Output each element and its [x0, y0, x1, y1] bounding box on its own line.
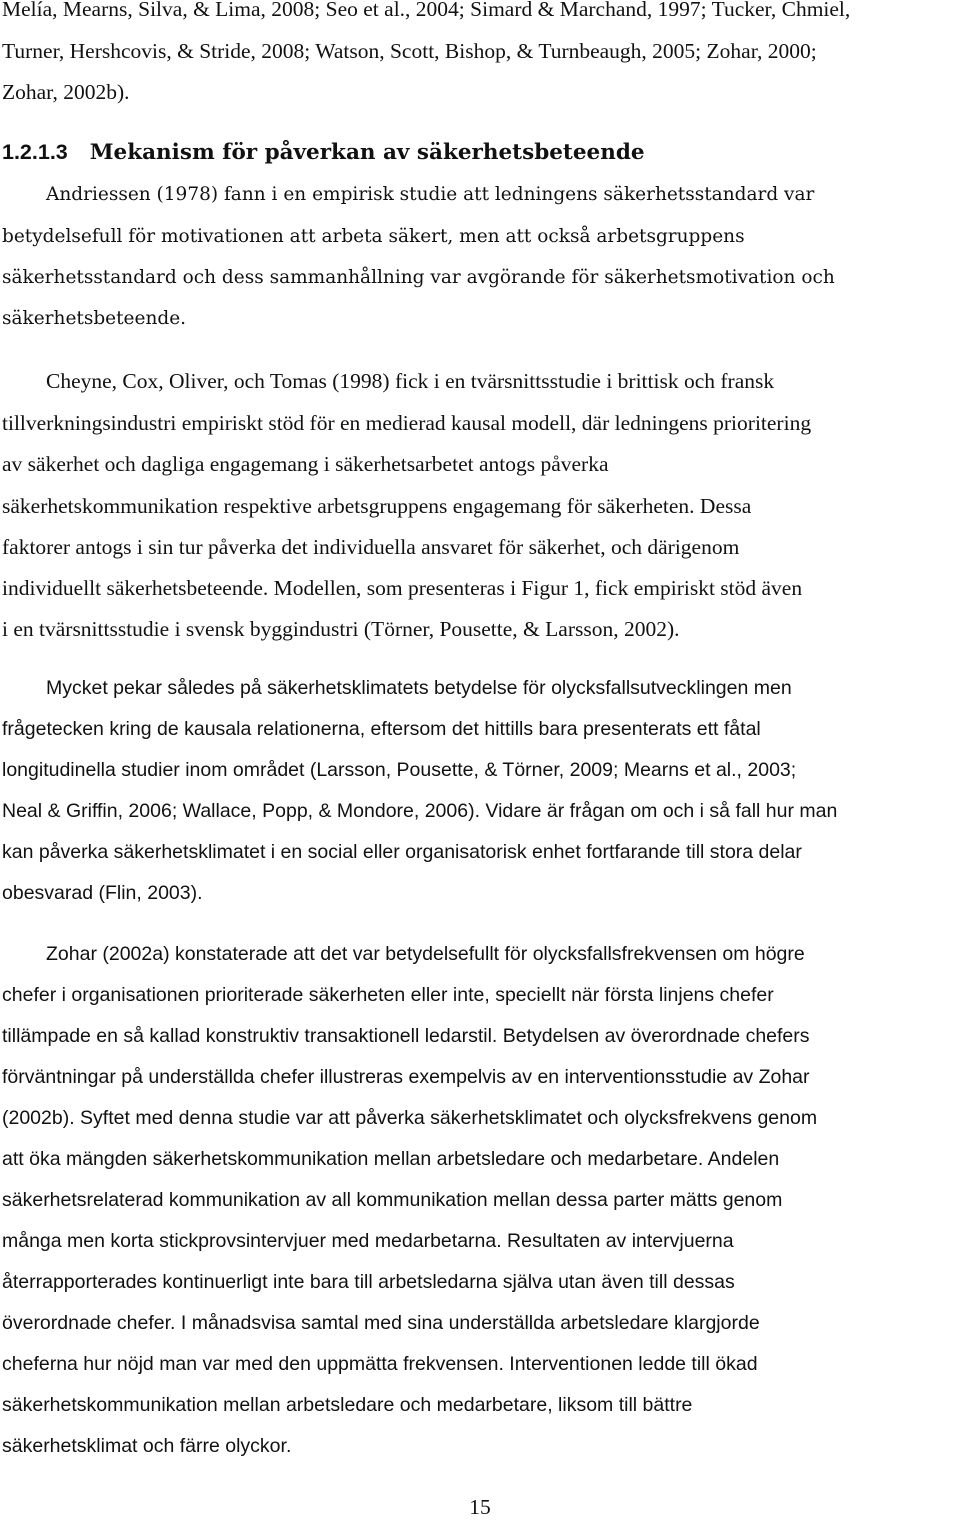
- paragraph-line: cheferna hur nöjd man var med den uppmätta frekvensen. Interventionen ledde till ökad: [2, 1353, 758, 1375]
- intro-line: Melía, Mearns, Silva, & Lima, 2008; Seo et al., 2004; Simard & Marchand, 1997; Tucker, Chmiel,: [2, 0, 851, 21]
- section-title: Mekanism för påverkan av säkerhetsbeteende: [89, 140, 645, 165]
- paragraph-line: Mycket pekar således på säkerhetsklimatets betydelse för olycksfallsutvecklingen men: [46, 677, 792, 699]
- paragraph-line: överordnade chefer. I månadsvisa samtal med sina underställda arbetsledare klargjorde: [2, 1312, 760, 1334]
- paragraph-line: att öka mängden säkerhetskommunikation mellan arbetsledare och medarbetare. Andelen: [2, 1148, 780, 1170]
- paragraph-line: många men korta stickprovsintervjuer med medarbetarna. Resultaten av intervjuerna: [2, 1230, 734, 1252]
- paragraph-line: tillämpade en så kallad konstruktiv transaktionell ledarstil. Betydelsen av överordnade chefers: [2, 1025, 810, 1047]
- section-number: 1.2.1.3: [2, 140, 68, 164]
- paragraph-line: frågetecken kring de kausala relationerna, eftersom det hittills bara presenterats ett fåtal: [2, 718, 761, 740]
- paragraph-line: obesvarad (Flin, 2003).: [2, 882, 203, 904]
- paragraph-line: tillverkningsindustri empiriskt stöd för en medierad kausal modell, där ledningens prioritering: [2, 411, 812, 435]
- paragraph-line: säkerhetsstandard och dess sammanhållning var avgörande för säkerhetsmotivation och: [2, 267, 835, 288]
- paragraph-line: kan påverka säkerhetsklimatet i en social eller organisatorisk enhet fortfarande till stora delar: [2, 841, 802, 863]
- paragraph-line: säkerhetskommunikation respektive arbetsgruppens engagemang för säkerheten. Dessa: [2, 494, 752, 518]
- paragraph-line: återrapporterades kontinuerligt inte bara till arbetsledarna själva utan även till dessas: [2, 1271, 735, 1293]
- paragraph-line: Neal & Griffin, 2006; Wallace, Popp, & Mondore, 2006). Vidare är frågan om och i så fall hur man: [2, 800, 838, 822]
- paragraph-line: Cheyne, Cox, Oliver, och Tomas (1998) fick i en tvärsnittsstudie i brittisk och fransk: [46, 369, 775, 393]
- paragraph-line: säkerhetsbeteende.: [2, 308, 187, 329]
- page-number: 15: [469, 1495, 491, 1519]
- paragraph-line: individuellt säkerhetsbeteende. Modellen, som presenteras i Figur 1, fick empiriskt stöd även: [2, 576, 803, 600]
- paragraph-line: i en tvärsnittsstudie i svensk byggindustri (Törner, Pousette, & Larsson, 2002).: [2, 617, 680, 641]
- paragraph-line: chefer i organisationen prioriterade säkerheten eller inte, speciellt när första linjens chefer: [2, 984, 774, 1006]
- paragraph-line: betydelsefull för motivationen att arbeta säkert, men att också arbetsgruppens: [2, 226, 745, 247]
- intro-line: Turner, Hershcovis, & Stride, 2008; Watson, Scott, Bishop, & Turnbeaugh, 2005; Zohar, 2000;: [2, 39, 817, 63]
- paragraph-line: Andriessen (1978) fann i en empirisk studie att ledningens säkerhetsstandard var: [46, 184, 815, 205]
- paragraph-line: säkerhetskommunikation mellan arbetsledare och medarbetare, liksom till bättre: [2, 1394, 693, 1416]
- paragraph-line: Zohar (2002a) konstaterade att det var betydelsefullt för olycksfallsfrekvensen om högre: [46, 943, 805, 965]
- paragraph-line: faktorer antogs i sin tur påverka det individuella ansvaret för säkerhet, och därigenom: [2, 535, 740, 559]
- paragraph-line: förväntningar på underställda chefer illustreras exempelvis av en interventionsstudie av Zohar: [2, 1066, 810, 1088]
- paragraph-line: säkerhetsrelaterad kommunikation av all kommunikation mellan dessa parter mätts genom: [2, 1189, 783, 1211]
- paragraph-line: longitudinella studier inom området (Larsson, Pousette, & Törner, 2009; Mearns et al., 2003;: [2, 759, 797, 781]
- section-heading: [2, 140, 645, 165]
- paragraph-line: (2002b). Syftet med denna studie var att påverka säkerhetsklimatet och olycksfrekvens genom: [2, 1107, 818, 1129]
- intro-line: Zohar, 2002b).: [2, 80, 130, 104]
- paragraph-line: säkerhetsklimat och färre olyckor.: [2, 1435, 292, 1457]
- paragraph-line: av säkerhet och dagliga engagemang i säkerhetsarbetet antogs påverka: [2, 452, 609, 476]
